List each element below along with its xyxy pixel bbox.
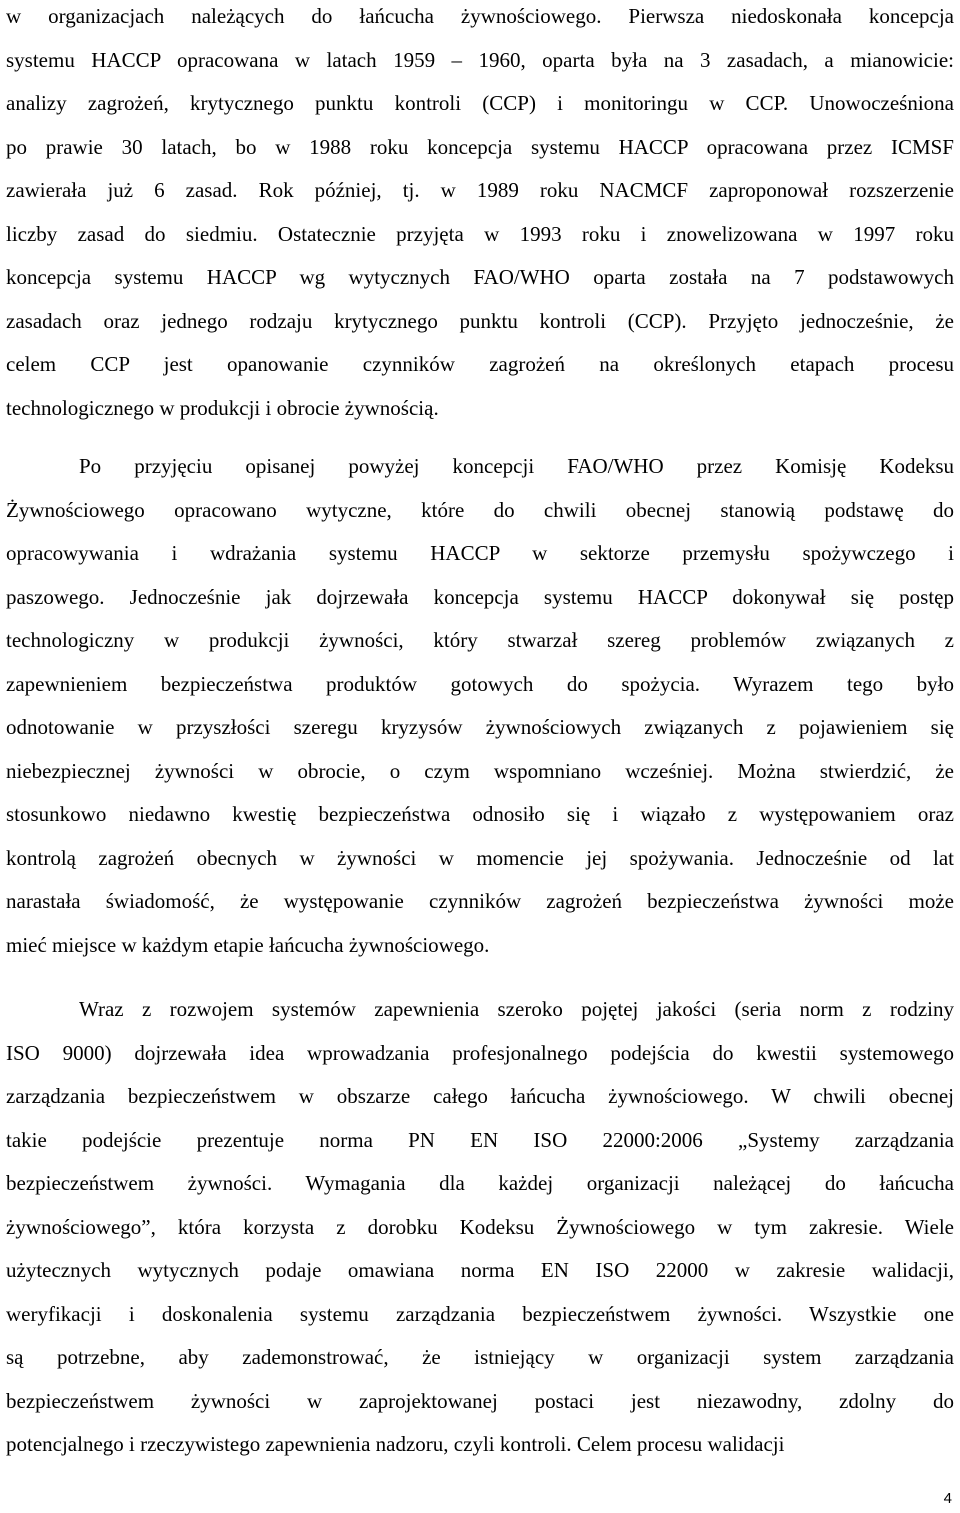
text-line: Żywnościowego opracowano wytyczne, które do chwili obecnej stanowią podstawę do bbox=[6, 497, 954, 522]
text-line: bezpieczeństwem żywności w zaprojektowanej postaci jest niezawodny, zdolny do bbox=[6, 1388, 954, 1413]
text-line: narastała świadomość, że występowanie czynników zagrożeń bezpieczeństwa żywności może bbox=[6, 889, 954, 913]
text-line: kontrolą zagrożeń obecnych w żywności w momencie jej spożywania. Jednocześnie od lat bbox=[6, 845, 954, 870]
text-line: takie podejście prezentuje norma PN EN ISO 22000:2006 „Systemy zarządzania bbox=[6, 1127, 954, 1152]
text-line: użytecznych wytycznych podaje omawiana norma EN ISO 22000 w zakresie walidacji, bbox=[6, 1258, 954, 1282]
text-line: zapewnieniem bezpieczeństwa produktów gotowych do spożycia. Wyrazem tego było bbox=[6, 671, 954, 696]
text-line: liczby zasad do siedmiu. Ostatecznie przyjęta w 1993 roku i znowelizowana w 1997 roku bbox=[6, 221, 954, 246]
text-line: systemu HACCP opracowana w latach 1959 – 1960, oparta była na 3 zasadach, a mianowicie: bbox=[6, 47, 954, 72]
text-line: zasadach oraz jednego rodzaju krytycznego punktu kontroli (CCP). Przyjęto jednocześnie, że bbox=[6, 308, 954, 333]
text-line: technologiczny w produkcji żywności, który stwarzał szereg problemów związanych z bbox=[6, 628, 954, 652]
text-line: Wraz z rozwojem systemów zapewnienia szeroko pojętej jakości (seria norm z rodziny bbox=[79, 997, 954, 1021]
text-line: potencjalnego i rzeczywistego zapewnienia nadzoru, czyli kontroli. Celem procesu walidacji bbox=[6, 1432, 785, 1456]
paragraph-3 bbox=[6, 988, 954, 1467]
page-number: 4 bbox=[943, 1490, 952, 1507]
text-line: paszowego. Jednocześnie jak dojrzewała koncepcja systemu HACCP dokonywał się postęp bbox=[6, 584, 954, 609]
text-line: po prawie 30 latach, bo w 1988 roku koncepcja systemu HACCP opracowana przez ICMSF bbox=[6, 134, 954, 159]
text-line: są potrzebne, aby zademonstrować, że istniejący w organizacji system zarządzania bbox=[6, 1345, 954, 1369]
text-line: zarządzania bezpieczeństwem w obszarze całego łańcucha żywnościowego. W chwili obecnej bbox=[6, 1084, 954, 1108]
text-line: żywnościowego”, która korzysta z dorobku Kodeksu Żywnościowego w tym zakresie. Wiele bbox=[6, 1214, 954, 1239]
paragraph-1 bbox=[6, 0, 954, 430]
text-line: odnotowanie w przyszłości szeregu kryzysów żywnościowych związanych z pojawieniem się bbox=[6, 715, 954, 739]
text-line: ISO 9000) dojrzewała idea wprowadzania profesjonalnego podejścia do kwestii systemowego bbox=[6, 1040, 954, 1065]
text-line: opracowywania i wdrażania systemu HACCP w sektorze przemysłu spożywczego i bbox=[6, 541, 954, 565]
text-line: zawierała już 6 zasad. Rok później, tj. w 1989 roku NACMCF zaproponował rozszerzenie bbox=[6, 178, 954, 202]
text-line: technologicznego w produkcji i obrocie żywnością. bbox=[6, 395, 439, 420]
text-line: analizy zagrożeń, krytycznego punktu kontroli (CCP) i monitoringu w CCP. Unowocześniona bbox=[6, 91, 954, 115]
text-line: weryfikacji i doskonalenia systemu zarządzania bezpieczeństwem żywności. Wszystkie one bbox=[6, 1301, 954, 1326]
text-line: Po przyjęciu opisanej powyżej koncepcji FAO/WHO przez Komisję Kodeksu bbox=[79, 454, 954, 478]
paragraph-2 bbox=[6, 445, 954, 967]
text-line: niebezpiecznej żywności w obrocie, o czym wspomniano wcześniej. Można stwierdzić, że bbox=[6, 758, 954, 783]
text-line: mieć miejsce w każdym etapie łańcucha żywnościowego. bbox=[6, 932, 490, 957]
text-line: koncepcja systemu HACCP wg wytycznych FAO/WHO oparta została na 7 podstawowych bbox=[6, 265, 954, 289]
text-line: celem CCP jest opanowanie czynników zagrożeń na określonych etapach procesu bbox=[6, 352, 954, 376]
text-line: bezpieczeństwem żywności. Wymagania dla każdej organizacji należącej do łańcucha bbox=[6, 1171, 954, 1195]
text-line: stosunkowo niedawno kwestię bezpieczeństwa odnosiło się i wiązało z występowaniem oraz bbox=[6, 802, 954, 826]
text-line: w organizacjach należących do łańcucha żywnościowego. Pierwsza niedoskonała koncepcja bbox=[6, 4, 954, 28]
